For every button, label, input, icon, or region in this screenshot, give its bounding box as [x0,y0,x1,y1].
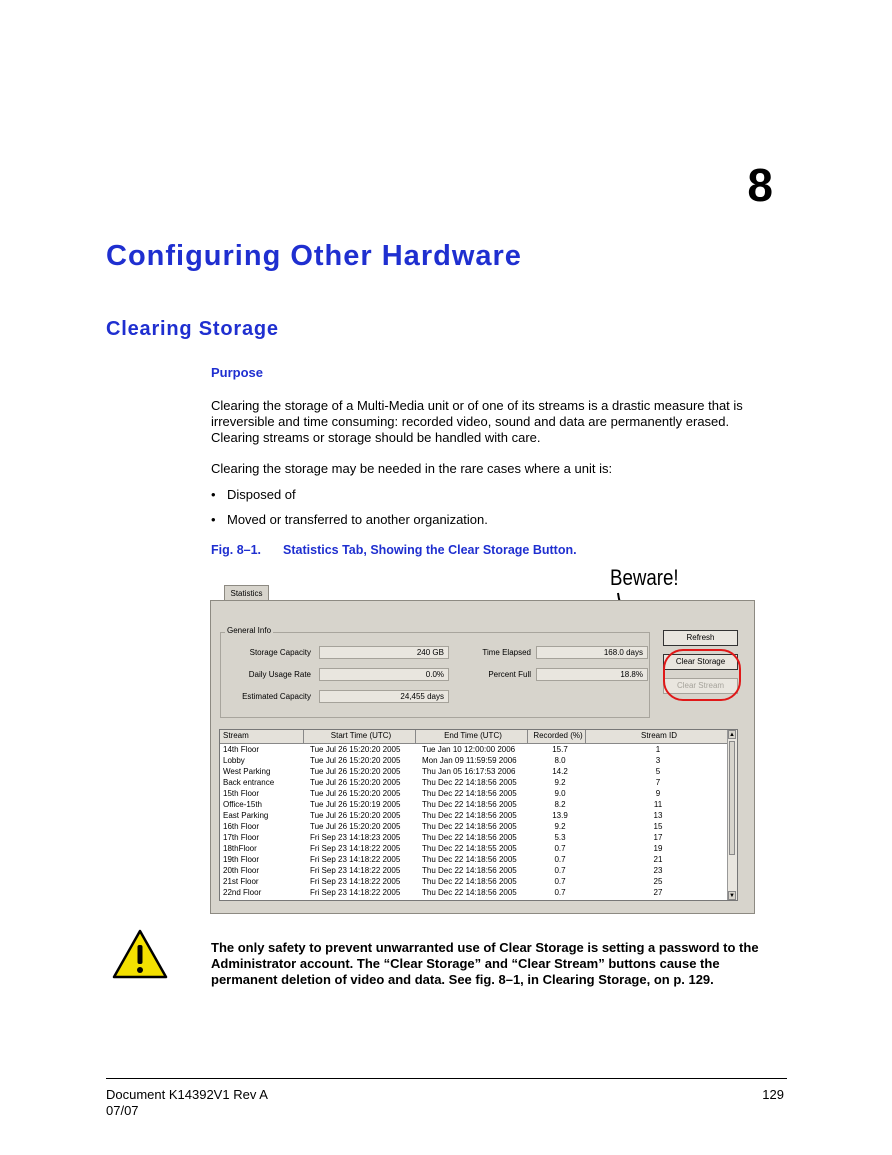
table-row[interactable] [220,788,730,799]
table-cell: 0.7 [554,855,566,864]
table-cell: 27 [653,888,663,897]
column-header-end-time[interactable]: End Time (UTC) [416,730,528,743]
beware-callout: Beware! [610,565,679,590]
table-row[interactable] [220,887,730,898]
table-header [220,730,730,744]
percent-full-label: Percent Full [488,670,531,679]
table-cell: 9.0 [554,789,566,798]
chapter-number: 8 [747,159,773,211]
figure-caption [211,543,577,557]
table-cell: 8.0 [554,756,566,765]
table-row[interactable] [220,755,730,766]
table-cell: 18thFloor [223,844,257,853]
table-cell: West Parking [223,767,271,776]
table-cell: Tue Jul 26 15:20:20 2005 [310,822,401,831]
table-cell: 15th Floor [223,789,260,798]
table-cell: East Parking [223,811,269,820]
bullet-item: • Moved or transferred to another organization. [211,512,488,527]
table-row[interactable] [220,766,730,777]
tab-statistics[interactable]: Statistics [224,585,269,602]
column-header-start-time[interactable]: Start Time (UTC) [304,730,416,743]
table-cell: Tue Jul 26 15:20:20 2005 [310,811,401,820]
table-cell: Fri Sep 23 14:18:22 2005 [310,866,401,875]
table-cell: 20th Floor [223,866,260,875]
table-cell: 9.2 [554,822,566,831]
figure-number: Fig. 8–1. [211,543,262,557]
estimated-capacity-label: Estimated Capacity [242,692,311,701]
storage-capacity-field: 240 GB [319,646,449,659]
table-row[interactable] [220,744,730,755]
table-cell: Thu Dec 22 14:18:56 2005 [422,778,517,787]
table-row[interactable] [220,843,730,854]
table-cell: 8.2 [554,800,566,809]
table-cell: Thu Dec 22 14:18:56 2005 [422,789,517,798]
table-cell: Thu Dec 22 14:18:56 2005 [422,888,517,897]
table-cell: Thu Dec 22 14:18:55 2005 [422,844,517,853]
table-cell: Thu Dec 22 14:18:56 2005 [422,811,517,820]
table-cell: 22nd Floor [223,888,262,897]
table-cell: 11 [653,800,663,809]
document-id: Document K14392V1 Rev A [106,1087,268,1102]
table-cell: 13.9 [552,811,568,820]
table-row[interactable] [220,876,730,887]
table-cell: 15 [653,822,663,831]
table-row[interactable] [220,810,730,821]
table-cell: Thu Jan 05 16:17:53 2006 [422,767,516,776]
table-cell: 0.7 [554,877,566,886]
table-cell: 15.7 [552,745,568,754]
table-cell: 0.7 [554,888,566,897]
table-cell: Thu Dec 22 14:18:56 2005 [422,800,517,809]
table-scrollbar[interactable] [727,730,737,900]
table-cell: Fri Sep 23 14:18:22 2005 [310,844,401,853]
streams-table [219,729,738,901]
table-cell: Tue Jul 26 15:20:20 2005 [310,756,401,765]
table-cell: 21st Floor [223,877,259,886]
table-cell: 0.7 [554,844,566,853]
table-cell: Tue Jul 26 15:20:20 2005 [310,767,401,776]
scroll-thumb[interactable] [729,741,735,855]
table-cell: 1 [655,745,661,754]
table-cell: Lobby [223,756,245,765]
footer-document [106,1087,268,1119]
section-title: Clearing Storage [106,318,279,340]
table-cell: 17th Floor [223,833,260,842]
highlight-ring [663,649,741,701]
table-cell: Mon Jan 09 11:59:59 2006 [422,756,517,765]
daily-usage-field: 0.0% [319,668,449,681]
table-row[interactable] [220,854,730,865]
column-header-recorded[interactable]: Recorded (%) [528,730,586,743]
column-header-stream-id[interactable]: Stream ID [586,730,730,743]
warning-triangle-icon [112,928,168,980]
table-row[interactable] [220,865,730,876]
refresh-button[interactable]: Refresh [663,630,738,646]
scroll-up-icon[interactable]: ▲ [729,732,735,738]
daily-usage-label: Daily Usage Rate [248,670,311,679]
table-cell: Tue Jul 26 15:20:20 2005 [310,745,401,754]
table-cell: Thu Dec 22 14:18:56 2005 [422,855,517,864]
table-cell: Tue Jul 26 15:20:19 2005 [310,800,401,809]
table-cell: Tue Jan 10 12:00:00 2006 [422,745,516,754]
table-cell: Office-15th [223,800,262,809]
table-cell: Fri Sep 23 14:18:22 2005 [310,877,401,886]
storage-capacity-label: Storage Capacity [249,648,311,657]
purpose-paragraph-1: Clearing the storage of a Multi-Media unit or of one of its streams is a drastic measure that is irreversible and time consuming: recorded video, sound and data are permanently erased. Clearing streams or storage should be handled with care. [211,398,743,445]
table-row[interactable] [220,832,730,843]
time-elapsed-label: Time Elapsed [482,648,531,657]
table-cell: 14th Floor [223,745,260,754]
table-cell: Thu Dec 22 14:18:56 2005 [422,866,517,875]
table-row[interactable] [220,777,730,788]
purpose-heading: Purpose [211,365,264,380]
column-header-stream[interactable]: Stream [220,730,304,743]
table-cell: Tue Jul 26 15:20:20 2005 [310,789,401,798]
figure-title: Statistics Tab, Showing the Clear Storage Button. [283,543,577,557]
table-cell: 21 [653,855,663,864]
document-date: 07/07 [106,1103,139,1118]
table-cell: Thu Dec 22 14:18:56 2005 [422,822,517,831]
table-cell: 14.2 [552,767,568,776]
general-info-legend: General Info [227,626,272,635]
table-cell: 16th Floor [223,822,260,831]
table-cell: 0.7 [554,866,566,875]
table-cell: Back entrance [223,778,275,787]
clear-storage-button[interactable]: Clear Storage [663,654,738,670]
clear-stream-button[interactable]: Clear Stream [663,678,738,694]
chapter-title: Configuring Other Hardware [106,240,522,272]
table-cell: 9.2 [554,778,566,787]
page-number: 129 [762,1087,784,1102]
table-cell: Fri Sep 23 14:18:22 2005 [310,855,401,864]
table-cell: 19th Floor [223,855,260,864]
table-cell: 9 [655,789,661,798]
table-cell: 3 [655,756,661,765]
table-cell: 17 [653,833,663,842]
table-cell: 5.3 [554,833,566,842]
percent-full-field: 18.8% [536,668,648,681]
table-cell: 23 [653,866,663,875]
table-row[interactable] [220,821,730,832]
table-row[interactable] [220,799,730,810]
table-cell: Thu Dec 22 14:18:56 2005 [422,877,517,886]
footer-divider [106,1078,787,1079]
purpose-paragraph-2: Clearing the storage may be needed in the rare cases where a unit is: [211,461,613,476]
general-info-group [220,626,650,718]
warning-text: The only safety to prevent unwarranted use of Clear Storage is setting a password to the Administrator account. The “Clear Storage” and “Clear Stream” buttons cause the permanent deletion of video and data. See fig. 8–1, in Clearing Storage, on p. 129. [211,940,759,987]
table-cell: 5 [655,767,661,776]
scroll-down-icon[interactable]: ▼ [729,893,735,899]
statistics-panel [210,600,755,914]
time-elapsed-field: 168.0 days [536,646,648,659]
table-cell: Thu Dec 22 14:18:56 2005 [422,833,517,842]
table-cell: 25 [653,877,663,886]
table-cell: 19 [653,844,663,853]
table-cell: 13 [653,811,663,820]
table-cell: Fri Sep 23 14:18:23 2005 [310,833,401,842]
table-cell: Fri Sep 23 14:18:22 2005 [310,888,401,897]
bullet-item: • Disposed of [211,487,296,502]
table-cell: Tue Jul 26 15:20:20 2005 [310,778,401,787]
table-cell: 7 [655,778,661,787]
estimated-capacity-field: 24,455 days [319,690,449,703]
